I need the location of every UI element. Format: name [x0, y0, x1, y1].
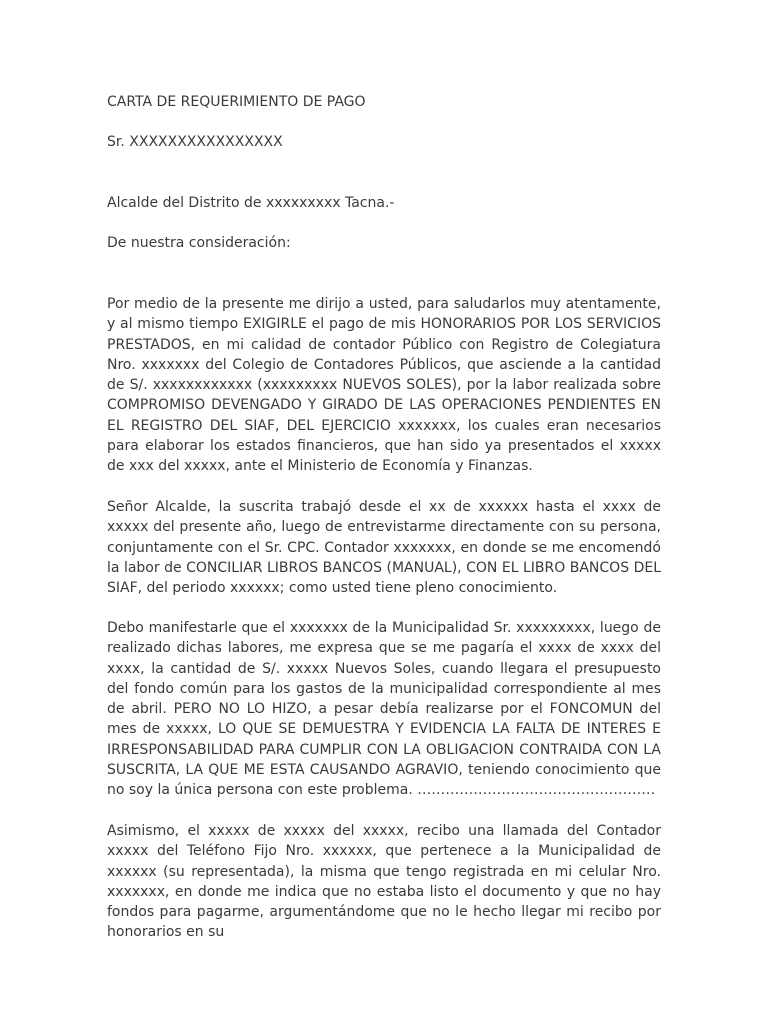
recipient-line: Sr. XXXXXXXXXXXXXXXX	[107, 134, 283, 150]
recipient-position: Alcalde del Distrito de xxxxxxxxx Tacna.-	[107, 195, 395, 211]
body-paragraph: Asimismo, el xxxxx de xxxxx del xxxxx, recibo una llamada del Contador xxxxx del Teléfono Fijo Nro. xxxxxx, que pertenece a la Municipalidad de xxxxxx (su representada), la misma que tengo registrada en mi celular Nro. xxxxxxx, en donde me indica que no estaba listo el documento y que no hay fondos para pagarme, argumentándome que no le hecho llegar mi recibo por honorarios en su	[107, 823, 661, 941]
body-paragraph: Debo manifestarle que el xxxxxxx de la Municipalidad Sr. xxxxxxxxx, luego de realizado dichas labores, me expresa que se me pagaría el xxxx de xxxx del xxxx, la cantidad de S/. xxxxx Nuevos Soles, cuando llegara el presupuesto del fondo común para los gastos de la municipalidad correspondiente al mes de abril. PERO NO LO HIZO, a pesar debía realizarse por el FONCOMUN del mes de xxxxx, LO QUE SE DEMUESTRA Y EVIDENCIA LA FALTA DE INTERES E IRRESPONSABILIDAD PARA CUMPLIR CON LA OBLIGACION CONTRAIDA CON LA SUSCRITA, LA QUE ME ESTA CAUSANDO AGRAVIO, teniendo conocimiento que no soy la única persona con este problema. ……………………………………………	[107, 620, 661, 799]
salutation: De nuestra consideración:	[107, 235, 291, 251]
letter-title: CARTA DE REQUERIMIENTO DE PAGO	[107, 94, 366, 110]
body-paragraph: Señor Alcalde, la suscrita trabajó desde el xx de xxxxxx hasta el xxxx de xxxxx del presente año, luego de entrevistarme directamente con su persona, conjuntamente con el Sr. CPC. Contador xxxxxxx, en donde se me encomendó la labor de CONCILIAR LIBROS BANCOS (MANUAL), CON EL LIBRO BANCOS DEL SIAF, del periodo xxxxxx; como usted tiene pleno conocimiento.	[107, 499, 661, 597]
body-paragraph: Por medio de la presente me dirijo a usted, para saludarlos muy atentamente, y al mismo tiempo EXIGIRLE el pago de mis HONORARIOS POR LOS SERVICIOS PRESTADOS, en mi calidad de contador Público con Registro de Colegiatura Nro. xxxxxxx del Colegio de Contadores Públicos, que asciende a la cantidad de S/. xxxxxxxxxxxx (xxxxxxxxx NUEVOS SOLES), por la labor realizada sobre COMPROMISO DEVENGADO Y GIRADO DE LAS OPERACIONES PENDIENTES EN EL REGISTRO DEL SIAF, DEL EJERCICIO xxxxxxx, los cuales eran necesarios para elaborar los estados financieros, que han sido ya presentados el xxxxx de xxx del xxxxx, ante el Ministerio de Economía y Finanzas.	[107, 296, 661, 475]
